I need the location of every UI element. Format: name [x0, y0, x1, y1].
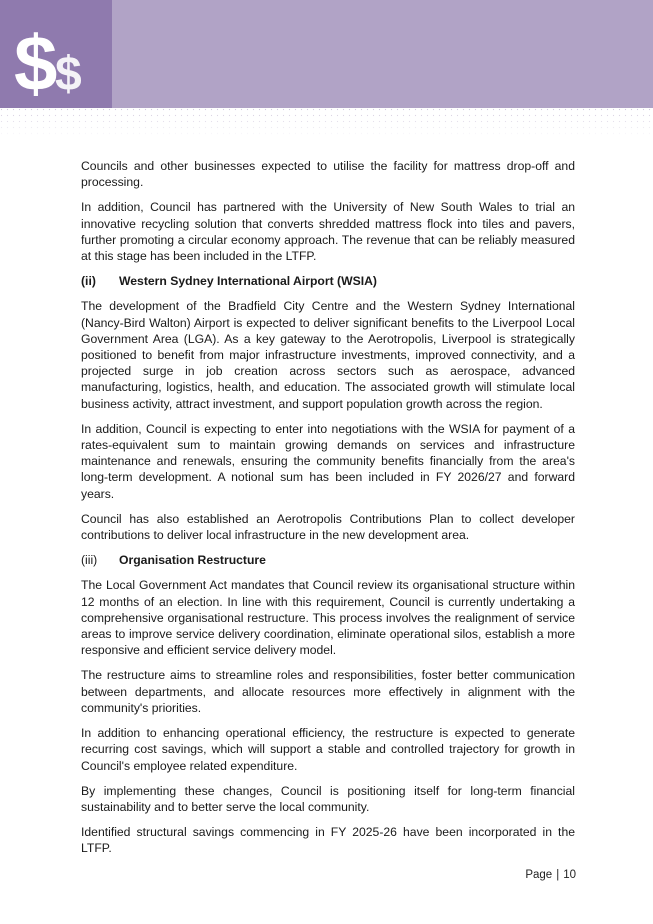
page-footer — [500, 869, 576, 881]
document-body — [81, 158, 575, 866]
paragraph: The restructure aims to streamline roles and responsibilities, foster better communication between departments, and allocate resources more effectively in alignment with the community's priorities. — [81, 668, 575, 715]
section-title: Organisation Restructure — [119, 553, 266, 568]
paragraph: In addition to enhancing operational efficiency, the restructure is expected to generate recurring cost savings, which will support a stable and controlled trajectory for growth in Council's employee related expenditure. — [81, 726, 575, 773]
section-number: (ii) — [81, 274, 96, 289]
paragraph: Identified structural savings commencing in FY 2025-26 have been incorporated in the LTFP. — [81, 825, 575, 856]
paragraph: The Local Government Act mandates that Council review its organisational structure within 12 months of an election. In line with this requirement, Council is currently undertaking a comprehensive organisational restructure. This process involves the realignment of service areas to improve service delivery coordination, eliminate operational silos, establish a more responsive and efficient service delivery model. — [81, 578, 575, 658]
section-heading-wsia — [81, 273, 575, 289]
paragraph: Councils and other businesses expected to utilise the facility for mattress drop-off and processing. — [81, 159, 575, 190]
logo-large-dollar: $ — [14, 19, 58, 107]
paragraph: In addition, Council is expecting to enter into negotiations with the WSIA for payment of a rates-equivalent sum to maintain growing demands on services and infrastructure maintenance and renewals, ensuring the community benefits financially from the area's long-term development. A notional sum has been included in FY 2026/27 and forward years. — [81, 421, 575, 501]
paragraph: By implementing these changes, Council is positioning itself for long-term financial sustainability and to better serve the local community. — [81, 783, 575, 814]
page-label: Page — [525, 869, 553, 881]
paragraph: Council has also established an Aerotropolis Contributions Plan to collect developer contributions to deliver local infrastructure in the new development area. — [81, 511, 575, 543]
section-heading-restructure — [81, 552, 575, 568]
paragraph: In addition, Council has partnered with the University of New South Wales to trial an innovative recycling solution that converts shredded mattress flock into tiles and pavers, further promoting a circular economy approach. The revenue that can be reliably measured at this stage has been included in the LTFP. — [81, 200, 575, 264]
section-title: Western Sydney International Airport (WSIA) — [119, 274, 377, 289]
paragraph: The development of the Bradfield City Centre and the Western Sydney International (Nancy-Bird Walton) Airport is expected to deliver significant benefits to the Liverpool Local Government Area (LGA). As a key gateway to the Aerotropolis, Liverpool is strategically positioned to benefit from major infrastructure investments, improved connectivity, and a projected surge in job creation across sectors such as aerospace, advanced manufacturing, logistics, health, and education. The associated growth will stimulate local business activity, attract investment, and support population growth across the region. — [81, 299, 575, 411]
section-number: (iii) — [81, 553, 98, 568]
page-number: 10 — [563, 869, 576, 881]
logo-small-dollar: $ — [55, 48, 82, 101]
dollar-sign-icon — [0, 0, 112, 108]
page-separator: | — [556, 869, 560, 881]
